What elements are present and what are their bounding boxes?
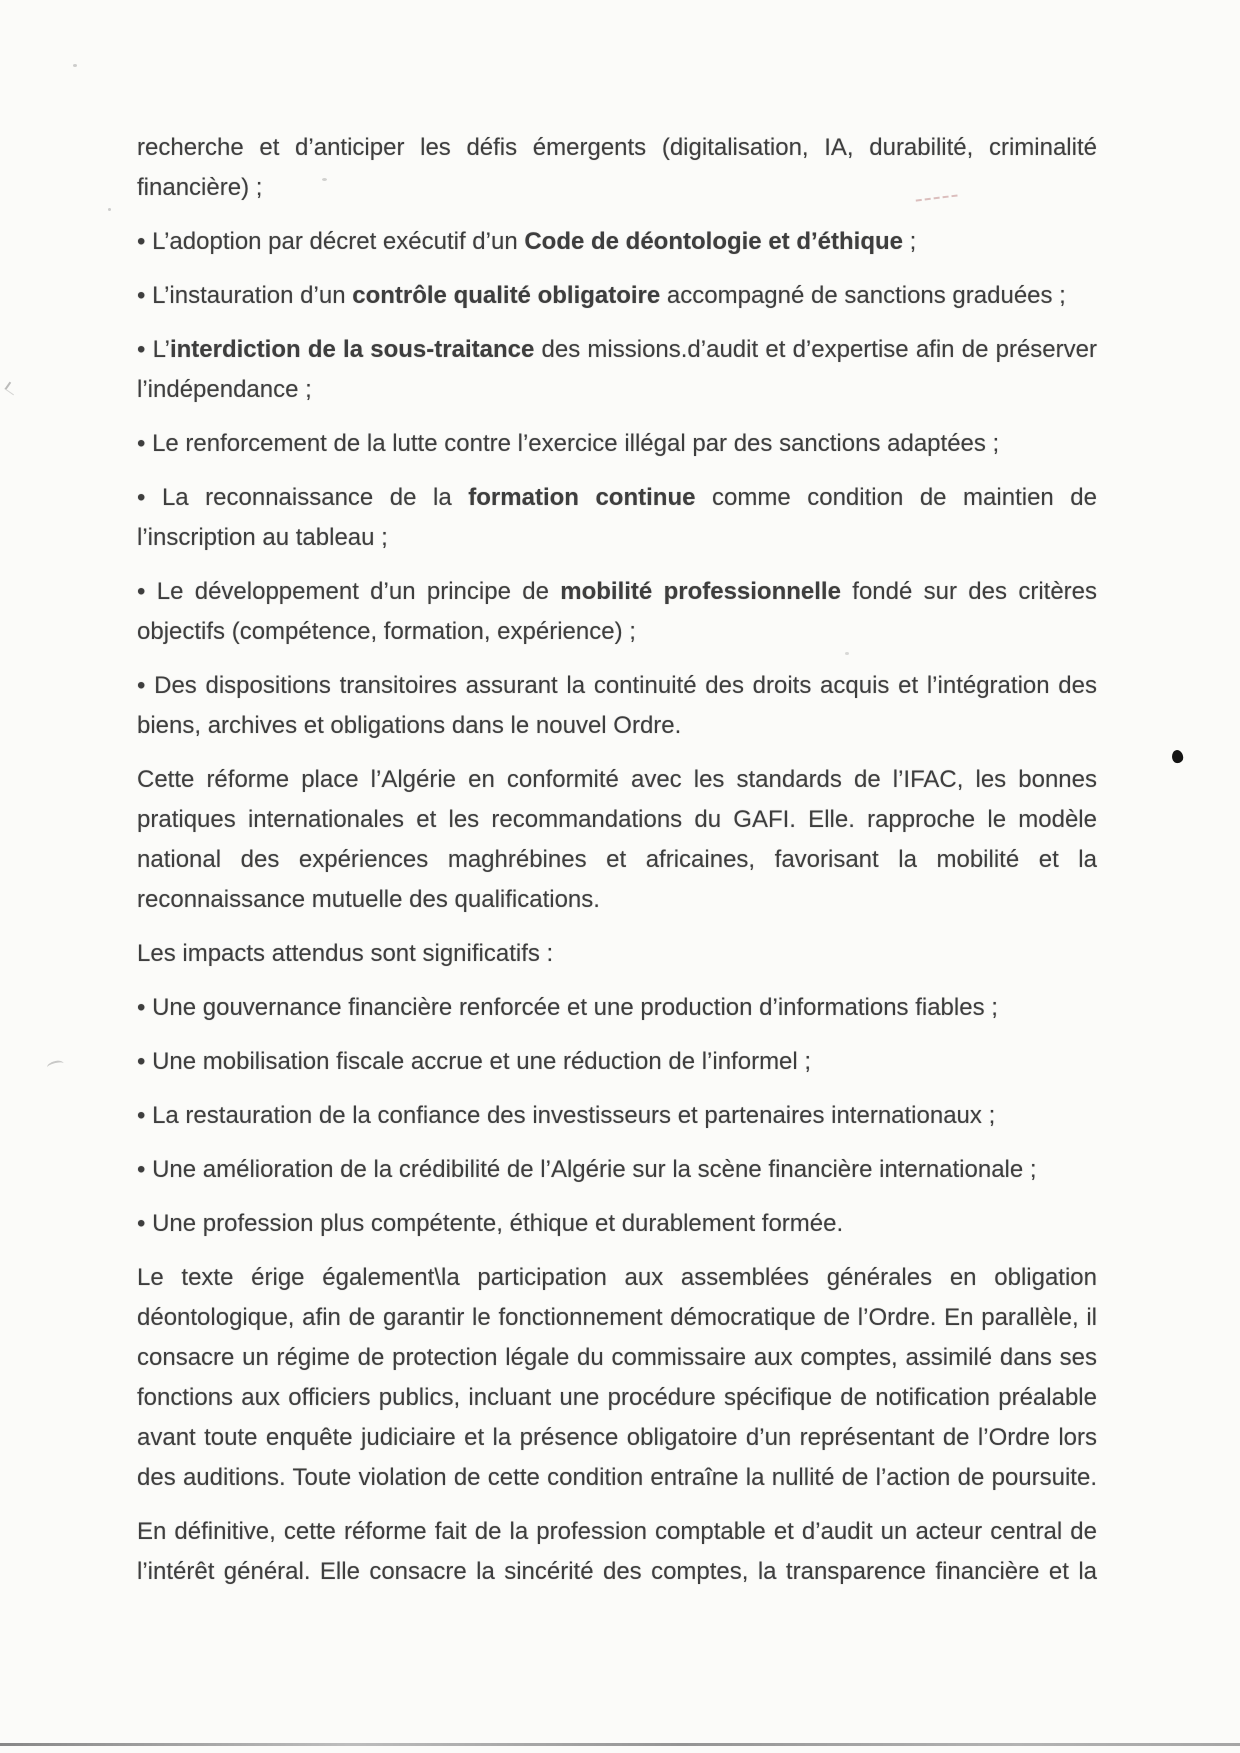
text: ; bbox=[903, 228, 917, 255]
bold-text: contrôle qualité obligatoire bbox=[352, 282, 661, 309]
text-line bbox=[137, 840, 1097, 880]
text: fonctions aux officiers publics, incluant une procédure spécifique de notification préalable bbox=[137, 1384, 1097, 1411]
para-conformite-ifac bbox=[137, 760, 1097, 920]
text: • L’instauration d’un bbox=[137, 282, 353, 309]
bullet-lutte-exercice-illegal bbox=[137, 424, 1097, 464]
text-line bbox=[137, 706, 1097, 746]
text-line bbox=[137, 988, 1097, 1028]
bullet-credibilite-algerie bbox=[137, 1150, 1097, 1190]
text-line bbox=[137, 424, 1097, 464]
para-impacts-intro bbox=[137, 934, 1097, 974]
scan-margin-mark bbox=[46, 1059, 65, 1072]
text: objectifs (compétence, formation, expérience) ; bbox=[137, 618, 636, 645]
text-line bbox=[137, 1418, 1097, 1458]
bullet-controle-qualite bbox=[137, 276, 1097, 316]
text-line bbox=[137, 1298, 1097, 1338]
bullet-profession-competente bbox=[137, 1204, 1097, 1244]
text-line bbox=[137, 880, 1097, 920]
text-line bbox=[137, 330, 1097, 370]
para-conclusion bbox=[137, 1512, 1097, 1592]
text-line bbox=[137, 1204, 1097, 1244]
scan-margin-mark bbox=[4, 382, 18, 396]
bullet-restauration-confiance bbox=[137, 1096, 1097, 1136]
bullet-dispositions-transitoires bbox=[137, 666, 1097, 746]
text-line bbox=[137, 800, 1097, 840]
text: l’inscription au tableau ; bbox=[137, 524, 388, 551]
text: national des expériences maghrébines et africaines, favorisant la mobilité et la bbox=[137, 846, 1097, 873]
text: Le texte érige également\la participation aux assemblées générales en obligation bbox=[137, 1264, 1097, 1291]
document-content bbox=[137, 128, 1097, 1606]
text: • Le renforcement de la lutte contre l’exercice illégal par des sanctions adaptées ; bbox=[137, 430, 1000, 457]
bullet-mobilite-professionnelle bbox=[137, 572, 1097, 652]
text: Cette réforme place l’Algérie en conformité avec les standards de l’IFAC, les bonnes bbox=[137, 766, 1097, 793]
text-line bbox=[137, 1378, 1097, 1418]
para-participation-assemblees bbox=[137, 1258, 1097, 1498]
text-line bbox=[137, 518, 1097, 558]
text: accompagné de sanctions graduées ; bbox=[660, 282, 1066, 309]
text: • La restauration de la confiance des investisseurs et partenaires internationaux ; bbox=[137, 1102, 996, 1129]
text-line bbox=[137, 276, 1097, 316]
text: • Une gouvernance financière renforcée et une production d’informations fiables ; bbox=[137, 994, 998, 1021]
bold-text: Code de déontologie et d’éthique bbox=[524, 228, 903, 255]
scanner-edge-line bbox=[0, 1743, 1240, 1746]
bullet-formation-continue bbox=[137, 478, 1097, 558]
bullet-interdiction-sous-traitance bbox=[137, 330, 1097, 410]
text-line bbox=[137, 934, 1097, 974]
text-line bbox=[137, 1096, 1097, 1136]
text-line bbox=[137, 1552, 1097, 1592]
text-line bbox=[137, 1338, 1097, 1378]
text: déontologique, afin de garantir le fonctionnement démocratique de l’Ordre. En parallèle, il bbox=[137, 1304, 1097, 1331]
text: reconnaissance mutuelle des qualifications. bbox=[137, 886, 600, 913]
text: • Une amélioration de la crédibilité de l’Algérie sur la scène financière internationale ; bbox=[137, 1156, 1037, 1183]
text: l’indépendance ; bbox=[137, 376, 312, 403]
text: avant toute enquête judiciaire et la présence obligatoire d’un représentant de l’Ordre lors bbox=[137, 1424, 1097, 1451]
text-line bbox=[137, 1512, 1097, 1552]
text: l’intérêt général. Elle consacre la sincérité des comptes, la transparence financière et la bbox=[137, 1558, 1097, 1585]
text-line bbox=[137, 760, 1097, 800]
text-line bbox=[137, 1042, 1097, 1082]
text: des auditions. Toute violation de cette condition entraîne la nullité de l’action de poursuite. bbox=[137, 1464, 1097, 1491]
text: des missions.d’audit et d’expertise afin de préserver bbox=[534, 336, 1097, 363]
bold-text: formation continue bbox=[468, 484, 696, 511]
text: • Le développement d’un principe de bbox=[137, 578, 561, 605]
text: recherche et d’anticiper les défis émergents (digitalisation, IA, durabilité, criminalité bbox=[137, 134, 1097, 161]
text: comme condition de maintien de bbox=[695, 484, 1098, 511]
text-line bbox=[137, 128, 1097, 168]
text-line bbox=[137, 612, 1097, 652]
text: pratiques internationales et les recommandations du GAFI. Elle. rapproche le modèle bbox=[137, 806, 1097, 833]
text: biens, archives et obligations dans le nouvel Ordre. bbox=[137, 712, 682, 739]
text: • L’ bbox=[137, 336, 170, 363]
text-line bbox=[137, 1458, 1097, 1498]
text-line bbox=[137, 370, 1097, 410]
text: • Une mobilisation fiscale accrue et une réduction de l’informel ; bbox=[137, 1048, 812, 1075]
text-line bbox=[137, 168, 1097, 208]
bullet-mobilisation-fiscale bbox=[137, 1042, 1097, 1082]
scan-speck bbox=[108, 208, 111, 211]
text: Les impacts attendus sont significatifs : bbox=[137, 940, 554, 967]
text-line bbox=[137, 572, 1097, 612]
text-line bbox=[137, 478, 1097, 518]
text-line bbox=[137, 666, 1097, 706]
text: • La reconnaissance de la bbox=[137, 484, 469, 511]
text: • L’adoption par décret exécutif d’un bbox=[137, 228, 525, 255]
text-line bbox=[137, 1258, 1097, 1298]
bold-text: mobilité professionnelle bbox=[560, 578, 841, 605]
para-defis-emergents bbox=[137, 128, 1097, 208]
scan-speck bbox=[73, 64, 77, 67]
bullet-code-deontologie bbox=[137, 222, 1097, 262]
text: consacre un régime de protection légale du commissaire aux comptes, assimilé dans ses bbox=[137, 1344, 1097, 1371]
text-line bbox=[137, 1150, 1097, 1190]
text: financière) ; bbox=[137, 174, 263, 201]
text: • Des dispositions transitoires assurant la continuité des droits acquis et l’intégration des bbox=[137, 672, 1097, 699]
bullet-gouvernance-financiere bbox=[137, 988, 1097, 1028]
ink-dot-artifact bbox=[1171, 749, 1184, 764]
bold-text: interdiction de la sous-traitance bbox=[169, 336, 535, 363]
text: fondé sur des critères bbox=[840, 578, 1098, 605]
text-line bbox=[137, 222, 1097, 262]
text: • Une profession plus compétente, éthique et durablement formée. bbox=[137, 1210, 844, 1237]
text: En définitive, cette réforme fait de la profession comptable et d’audit un acteur central de bbox=[137, 1518, 1097, 1545]
